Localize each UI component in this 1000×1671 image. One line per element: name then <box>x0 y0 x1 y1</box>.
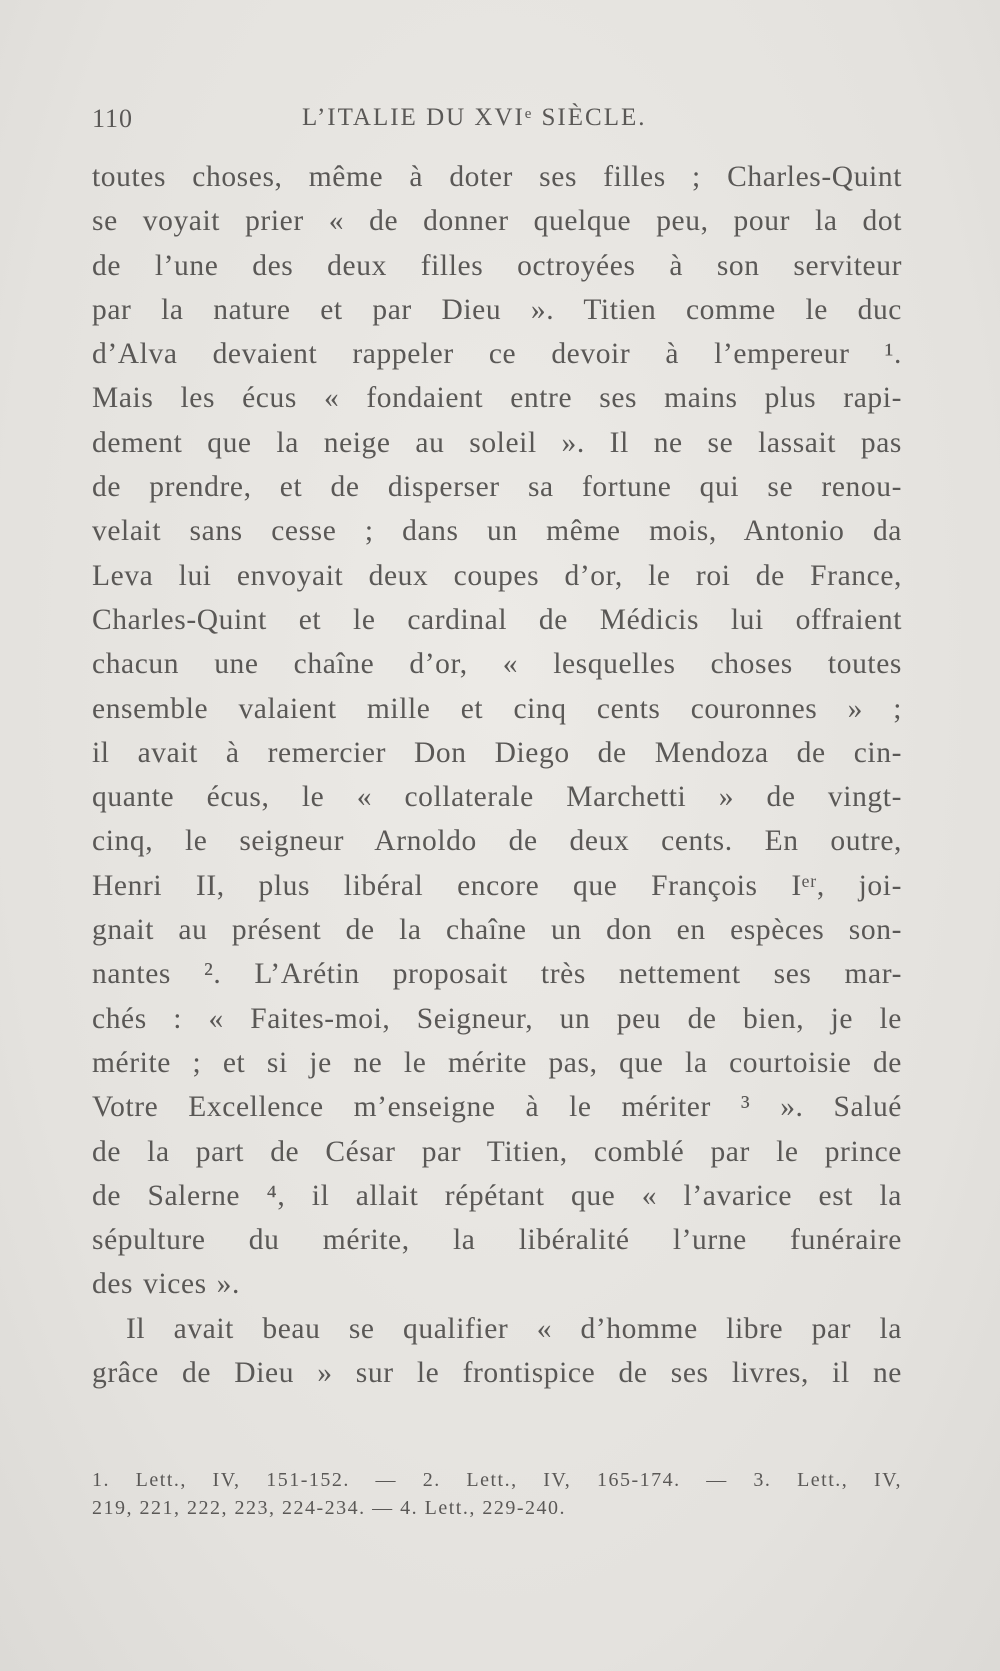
text-line: de Salerne ⁴, il allait répétant que « l’avarice est la <box>92 1179 902 1212</box>
text-line: Leva lui envoyait deux coupes d’or, le roi de France, <box>92 559 902 592</box>
running-title: L’ITALIE DU XVIᵉ SIÈCLE. <box>302 104 647 131</box>
text-line: de l’une des deux filles octroyées à son serviteur <box>92 249 902 282</box>
running-head <box>92 104 902 144</box>
text-line: Charles-Quint et le cardinal de Médicis lui offraient <box>92 603 902 636</box>
text-line: d’Alva devaient rappeler ce devoir à l’empereur ¹. <box>92 338 902 371</box>
text-line: grâce de Dieu » sur le frontispice de ses livres, il ne <box>92 1357 902 1390</box>
text-line: se voyait prier « de donner quelque peu, pour la dot <box>92 205 902 238</box>
text-line: Henri II, plus libéral encore que François Iᵉʳ, joi- <box>92 869 902 902</box>
footnotes <box>92 1466 902 1522</box>
text-line: Mais les écus « fondaient entre ses mains plus rapi- <box>92 382 902 415</box>
text-line: sépulture du mérite, la libéralité l’urne funéraire <box>92 1224 902 1257</box>
text-line: velait sans cesse ; dans un même mois, Antonio da <box>92 515 902 548</box>
paragraph-start-line: Il avait beau se qualifier « d’homme libre par la <box>126 1312 902 1345</box>
text-line: toutes choses, même à doter ses filles ; Charles-Quint <box>92 161 902 193</box>
text-line: Votre Excellence m’enseigne à le mériter ³ ». Salué <box>92 1091 902 1124</box>
text-line: chacun une chaîne d’or, « lesquelles choses toutes <box>92 648 902 681</box>
body-text <box>92 155 902 1395</box>
text-line: dement que la neige au soleil ». Il ne se lassait pas <box>92 426 902 459</box>
footnote-line: 1. Lett., IV, 151-152. — 2. Lett., IV, 165-174. — 3. Lett., IV, <box>92 1469 902 1491</box>
text-line: quante écus, le « collaterale Marchetti » de vingt- <box>92 781 902 814</box>
text-line: gnait au présent de la chaîne un don en espèces son- <box>92 914 902 947</box>
text-line: de la part de César par Titien, comblé par le prince <box>92 1135 902 1168</box>
text-line: ensemble valaient mille et cinq cents couronnes » ; <box>92 692 902 725</box>
text-line: mérite ; et si je ne le mérite pas, que la courtoisie de <box>92 1046 902 1079</box>
footnote-line: 219, 221, 222, 223, 224-234. — 4. Lett., 229-240. <box>92 1497 567 1519</box>
text-line: cinq, le seigneur Arnoldo de deux cents. En outre, <box>92 825 902 858</box>
text-line: nantes ². L’Arétin proposait très nettement ses mar- <box>92 958 902 991</box>
text-line: il avait à remercier Don Diego de Mendoza de cin- <box>92 736 902 769</box>
text-line: de prendre, et de disperser sa fortune qui se renou- <box>92 471 902 504</box>
page-number: 110 <box>92 104 134 133</box>
text-line: chés : « Faites-moi, Seigneur, un peu de bien, je le <box>92 1002 902 1035</box>
paragraph-end-line: des vices ». <box>92 1268 241 1301</box>
text-line: par la nature et par Dieu ». Titien comme le duc <box>92 293 902 326</box>
